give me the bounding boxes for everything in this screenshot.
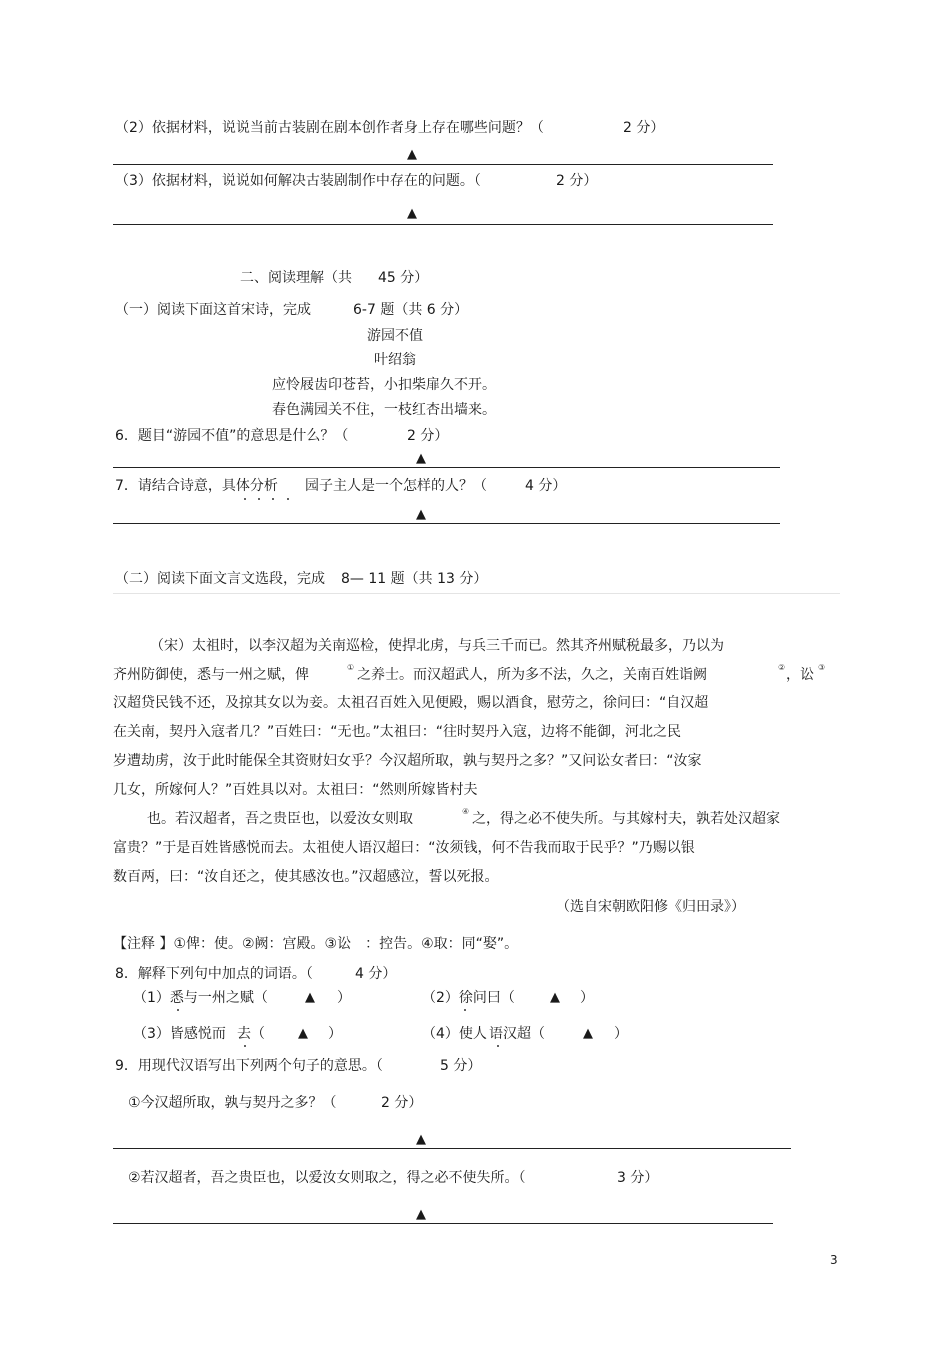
question-8-item: 语汉超（ [489,1026,545,1042]
question-2-score: 2 分） [623,120,665,136]
question-8-item: （2）徐问曰（ [422,990,515,1006]
emphasis-dot [272,498,274,500]
question-8-item-close: ） [580,990,594,1006]
answer-mark: ▲ [416,1207,426,1222]
emphasis-dot [244,498,246,500]
answer-mark: ▲ [416,1132,426,1147]
passage-line: 几女，所嫁何人？”百姓具以对。太祖曰：“然则所嫁皆村夫 [113,782,478,798]
answer-mark: ▲ [416,507,426,522]
answer-mark: ▲ [583,1026,593,1041]
part2-intro: （二）阅读下面文言文选段，完成 [115,571,325,587]
question-9-2-text: ②若汉超者，吾之贵臣也，以爱汝女则取之，得之必不使失所。（ [128,1170,526,1186]
passage-line: 富贵？”于是百姓皆感悦而去。太祖使人语汉超曰：“汝须钱，何不告我而取于民乎？”乃赐以银 [113,840,695,856]
part1-intro: （一）阅读下面这首宋诗，完成 [115,302,311,318]
emphasis-dot [177,1009,179,1011]
note-mark: ③ [818,663,826,672]
question-9-1-score: 2 分） [381,1095,423,1111]
passage-line: 之养士。而汉超武人，所为多不法，久之，关南百姓诣阙 [357,667,707,683]
answer-mark: ▲ [298,1026,308,1041]
divider [113,593,840,594]
answer-line[interactable] [113,164,773,165]
answer-mark: ▲ [550,990,560,1005]
question-6-score: 2 分） [407,428,449,444]
question-9-2-score: 3 分） [617,1170,659,1186]
question-3-score: 2 分） [556,173,598,189]
answer-line[interactable] [113,1223,773,1224]
answer-mark: ▲ [407,147,417,162]
question-8-item-close: ） [337,990,351,1006]
part1-range: 6-7 题（共 6 分） [353,302,469,318]
passage-line: 汉超贷民钱不还，及掠其女以为妾。太祖召百姓入见便殿，赐以酒食，慰劳之，徐问曰：“自汉超 [113,695,709,711]
answer-line[interactable] [113,224,773,225]
emphasis-dot [287,498,289,500]
question-8-item: （4）使人 [422,1026,487,1042]
question-7-text: 7．请结合诗意，具体分析 [115,478,278,494]
question-9-score: 5 分） [440,1058,482,1074]
emphasis-dot [244,1045,246,1047]
question-8-item-close: ） [614,1026,628,1042]
answer-mark: ▲ [416,451,426,466]
answer-line[interactable] [113,523,780,524]
passage-line: 之，得之必不使失所。与其嫁村夫，孰若处汉超家 [472,811,780,827]
annotation-notes: 【注释 】①俾：使。②阙：宫殿。③讼 ：控告。④取：同“娶”。 [113,936,519,952]
question-8-score: 4 分） [355,966,397,982]
question-8-item: （3）皆感悦而 [133,1026,226,1042]
answer-line[interactable] [113,1148,791,1149]
note-mark: ① [347,663,355,672]
part2-range: 8— 11 题（共 13 分） [341,571,488,587]
emphasis-dot [497,1045,499,1047]
answer-line[interactable] [113,467,780,468]
question-2-text: （2）依据材料，说说当前古装剧在剧本创作者身上存在哪些问题？（ [115,120,544,136]
question-7-text: 园子主人是一个怎样的人？（ [305,478,487,494]
passage-line: 也。若汉超者，吾之贵臣也，以爱汝女则取 [147,811,413,827]
passage-source: （选自宋朝欧阳修《归田录》） [556,899,745,915]
page-number: 3 [830,1253,838,1267]
note-mark: ④ [462,807,470,816]
question-8-item-close: ） [328,1026,342,1042]
question-6-text: 6．题目“游园不值”的意思是什么？（ [115,428,349,444]
passage-line: 在关南，契丹入寇者几？”百姓曰：“无也。”太祖曰：“往时契丹入寇，边将不能御，河北之民 [113,724,682,740]
poem-title: 游园不值 [367,328,423,344]
passage-line: ，讼 [786,667,814,683]
answer-mark: ▲ [407,206,417,221]
emphasis-dot [258,498,260,500]
poem-line: 应怜屐齿印苍苔，小扣柴扉久不开。 [272,377,496,393]
question-8-item: （1）悉与一州之赋（ [133,990,268,1006]
passage-line: 数百两，曰：“汝自还之，使其感汝也。”汉超感泣，誓以死报。 [113,869,499,885]
note-mark: ② [778,663,786,672]
section-score: 45 分） [378,270,429,286]
poem-author: 叶绍翁 [374,352,416,368]
question-3-text: （3）依据材料，说说如何解决古装剧制作中存在的问题。（ [115,173,481,189]
question-8-text: 8．解释下列句中加点的词语。（ [115,966,313,982]
question-9-text: 9．用现代汉语写出下列两个句子的意思。（ [115,1058,383,1074]
emphasis-dot [464,1009,466,1011]
question-7-score: 4 分） [525,478,567,494]
passage-line: （宋）太祖时，以李汉超为关南巡检，使捍北虏，与兵三千而已。然其齐州赋税最多，乃以为 [150,638,724,654]
passage-line: 岁遭劫虏，汝于此时能保全其资财妇女乎？今汉超所取，孰与契丹之多？”又问讼女者曰：“汝家 [113,753,702,769]
question-8-item: 去（ [237,1026,265,1042]
answer-mark: ▲ [305,990,315,1005]
poem-line: 春色满园关不住，一枝红杏出墙来。 [272,402,496,418]
section-title: 二、阅读理解（共 [240,270,352,286]
passage-line: 齐州防御使，悉与一州之赋，俾 [113,667,309,683]
question-9-1-text: ①今汉超所取，孰与契丹之多？（ [128,1095,337,1111]
